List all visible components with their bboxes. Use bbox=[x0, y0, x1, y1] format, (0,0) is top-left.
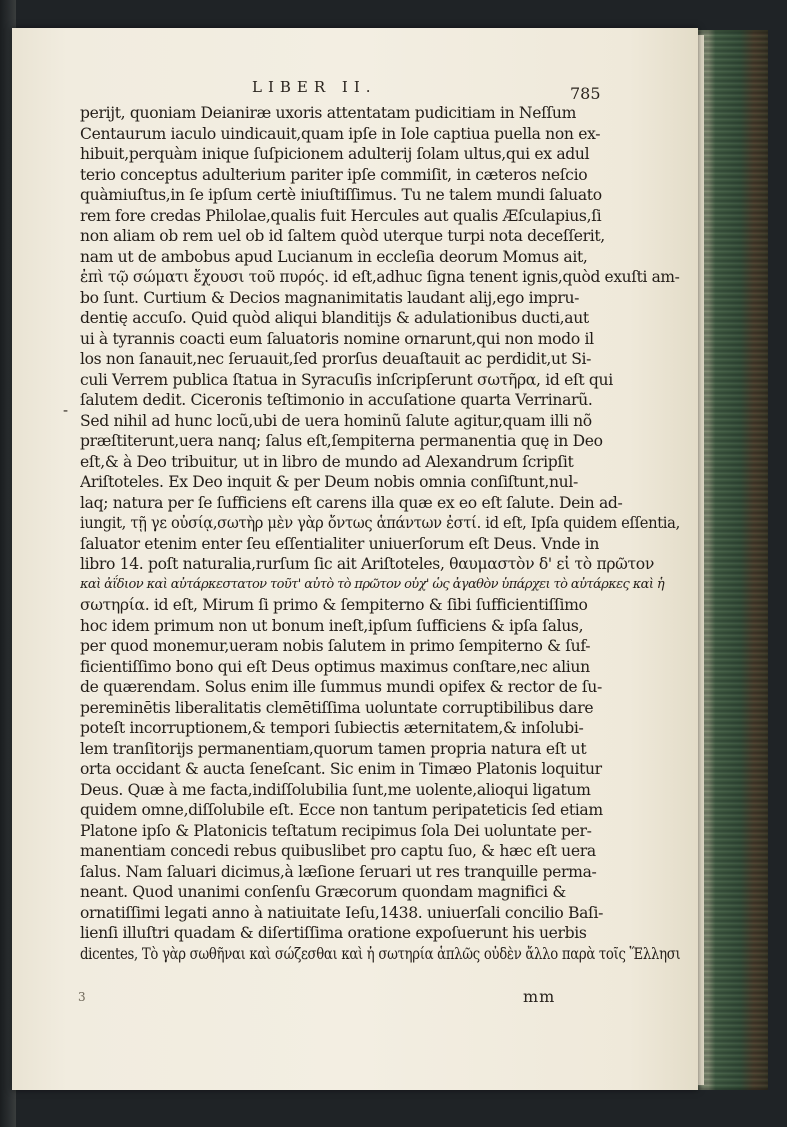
text-line: ornatiſſimi legati anno à natiuitate Ieſu,1438. uniuerſali concilio Baſi- bbox=[80, 903, 604, 922]
text-line: ui à tyrannis coacti eum ſaluatoris nomine ornarunt,qui non modo il bbox=[80, 329, 594, 348]
running-head: LIBER II. bbox=[252, 78, 377, 96]
text-line: manentiam concedi rebus quibuslibet pro captu ſuo, & hæc eſt uera bbox=[80, 842, 596, 860]
marbled-cover-edge bbox=[698, 30, 768, 1090]
text-line: non aliam ob rem uel ob id ſaltem quòd uterque turpi nota deceſſerit, bbox=[80, 227, 605, 245]
text-line: hibuit,perquàm inique ſuſpicionem adulterij ſolam ultus,qui ex adul bbox=[80, 145, 590, 163]
text-line: σωτηρία. id eſt, Mirum ſi primo & ſempiterno & ſibi ſufficientiſſimo bbox=[80, 596, 588, 614]
text-line: Ariſtoteles. Ex Deo inquit & per Deum nobis omnia conſiſtunt,nul- bbox=[80, 473, 578, 491]
text-line: καὶ ἀΐδιον καὶ αὐτάρκεστατον τοῦτ' αὐτὸ τὸ πρῶτον οὐχ' ὡς ἀγαθὸν ὑπάρχει τὸ αὐτάρκες καὶ ἡ bbox=[80, 576, 665, 592]
text-line: Platone ipſo & Platonicis teſtatum recipimus ſola Dei uoluntate per- bbox=[80, 821, 592, 840]
text-line: ficientiſſimo bono qui eſt Deus optimus maximus conſtare,nec aliun bbox=[80, 657, 590, 676]
text-line: libro 14. poſt naturalia,rurſum ſic ait Ariſtoteles, θαυμαστὸν δ' εἰ τὸ πρῶτον bbox=[80, 555, 654, 573]
text-line: de quærendam. Solus enim ille ſummus mundi opifex & rector de ſu- bbox=[80, 678, 602, 696]
text-line: hoc idem primum non ut bonum ineſt,ipſum ſufficiens & ipſa ſalus, bbox=[80, 616, 584, 635]
text-line: præſtiterunt,uera nanq; ſalus eſt,ſempiterna permanentia quę in Deo bbox=[80, 432, 603, 450]
text-line: Deus. Quæ à me facta,indiſſolubilia ſunt,me uolente,alioqui ligatum bbox=[80, 780, 591, 799]
text-line: lienſi illuſtri quadam & diſertiſſima oratione expoſuerunt his uerbis bbox=[80, 924, 587, 942]
text-line: Sed nihil ad hunc locũ,ubi de uera hominũ ſalute agitur,quam illi nõ bbox=[80, 411, 592, 430]
text-line: per quod monemur,ueram nobis ſalutem in primo ſempiterno & ſuf- bbox=[80, 637, 591, 655]
text-line: culi Verrem publica ſtatua in Syracuſis inſcripſerunt σωτῆρα, id eſt qui bbox=[80, 370, 613, 389]
page-number: 785 bbox=[570, 84, 601, 103]
text-line: quàmiuſtus,in ſe ipſum certè iniuſtiſſimus. Tu ne talem mundi ſaluato bbox=[80, 186, 602, 204]
text-line: pereminētis liberalitatis clemētiſſima uoluntate corruptibilibus dare bbox=[80, 698, 594, 717]
text-line: nam ut de ambobus apud Lucianum in eccleſia deorum Momus ait, bbox=[80, 247, 588, 266]
catchword: mm bbox=[523, 987, 556, 1006]
text-line: ſaluator etenim enter ſeu eſſentialiter uniuerſorum eſt Deus. Vnde in bbox=[80, 534, 600, 553]
text-line: iungit, τῇ γε οὐσίᾳ,σωτὴρ μὲν γὰρ ὄντως ἁπάντων ἐστί. id eſt, Ipſa quidem eſſentia, bbox=[80, 514, 680, 532]
text-line: lem tranſitorijs permanentiam,quorum tamen propria natura eſt ut bbox=[80, 739, 587, 758]
text-line: terio conceptus adulterium pariter ipſe commiſit, in cæteros neſcio bbox=[80, 165, 588, 184]
text-line: orta occidant & aucta ſeneſcant. Sic enim in Timæo Platonis loquitur bbox=[80, 760, 602, 778]
text-line: laq; natura per ſe ſufficiens eſt carens illa quæ ex eo eſt ſalute. Dein ad- bbox=[80, 493, 623, 512]
text-line: los non ſanauit,nec ſeruauit,ſed prorſus deuaſtauit ac perdidit,ut Si- bbox=[80, 350, 592, 368]
text-line: ſalutem dedit. Ciceronis teſtimonio in accuſatione quarta Verrinarũ. bbox=[80, 391, 593, 409]
text-line: bo ſunt. Curtium & Decios magnanimitatis laudant alij,ego impru- bbox=[80, 288, 580, 307]
text-line: Centaurum iaculo uindicauit,quam ipſe in Iole captiua puella non ex- bbox=[80, 124, 601, 143]
text-line: poteſt incorruptionem,& tempori ſubiectis æternitatem,& inſolubi- bbox=[80, 719, 584, 737]
text-line: dicentes, Τὸ γὰρ σωθῆναι καὶ σώζεσθαι καὶ ἡ σωτηρία ἁπλῶς οὐδὲν ἄλλο παρὰ τοῖς Ἕλλησι bbox=[80, 944, 681, 963]
text-line: ἐπὶ τῷ σώματι ἔχουσι τοῦ πυρός. id eſt,adhuc ſigna tenent ignis,quòd exuſti am- bbox=[80, 268, 680, 286]
text-line: rem fore credas Philolae,qualis fuit Hercules aut qualis Æſculapius,ſi bbox=[80, 206, 602, 225]
text-line: ſalus. Nam ſaluari dicimus,à læſione ſeruari ut res tranquille perma- bbox=[80, 862, 597, 881]
text-line: dentię accuſo. Quid quòd aliqui blanditijs & adulationibus ducti,aut bbox=[80, 309, 589, 327]
text-line: quidem omne,diſſolubile eſt. Ecce non tantum peripateticis ſed etiam bbox=[80, 801, 603, 819]
printer-signature: 3 bbox=[78, 990, 87, 1004]
text-line: perijt, quoniam Deianiræ uxoris attentatam pudicitiam in Neſſum bbox=[80, 104, 577, 122]
text-body bbox=[80, 103, 680, 964]
text-line: neant. Quod unanimi conſenſu Græcorum quondam magnifici & bbox=[80, 883, 566, 901]
text-line: eſt,& à Deo tribuitur, ut in libro de mundo ad Alexandrum ſcripſit bbox=[80, 452, 574, 471]
margin-mark: - bbox=[63, 401, 69, 419]
